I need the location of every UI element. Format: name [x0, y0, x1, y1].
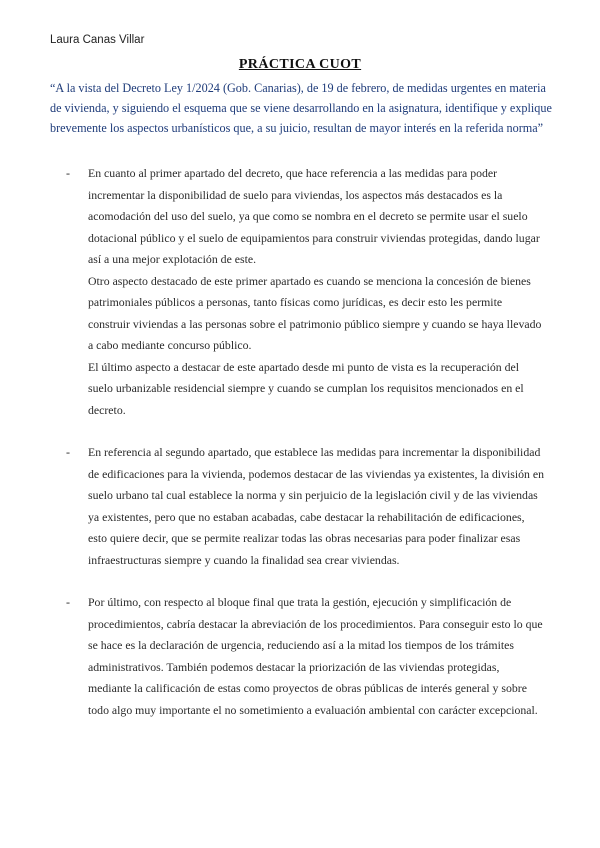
paragraph: En referencia al segundo apartado, que establece las medidas para incrementar la disponibilidad de edificaciones para la vivienda, podemos destacar de las viviendas ya existentes, la división en suelo urbano tal cual establece la norma y sin perjuicio de la legislación civil y de las viviendas ya existentes, pero que no estaban acabadas, cabe destacar la rehabilitación de edificaciones, esto quiere decir, que se permite realizar todas las obras necesarias para poder finalizar esas infraestructuras siempre y cuando la finalidad sea crear viviendas. — [88, 445, 544, 567]
bullet-dash: - — [66, 166, 70, 180]
bullet-dash: - — [66, 445, 70, 459]
author-name: Laura Canas Villar — [50, 34, 145, 46]
list-item — [0, 592, 600, 721]
answer-list — [0, 163, 600, 721]
list-item — [0, 442, 600, 571]
bullet-dash: - — [66, 595, 70, 609]
paragraph: Por último, con respecto al bloque final que trata la gestión, ejecución y simplificación de procedimientos, cabría destacar la abreviación de los procedimientos. Para conseguir esto lo que se hace es la declaración de urgencia, reduciendo así a la mitad los tiempos de los trámites administrativos. También podemos destacar la priorización de las viviendas protegidas, mediante la calificación de estas como proyectos de obras públicas de interés general y sobre todo algo muy importante el no sometimiento a evaluación ambiental con carácter excepcional. — [88, 595, 543, 717]
paragraph: El último aspecto a destacar de este apartado desde mi punto de vista es la recuperación del suelo urbanizable residencial siempre y cuando se cumplan los requisitos mencionados en el decreto. — [88, 359, 524, 417]
paragraph: En cuanto al primer apartado del decreto, que hace referencia a las medidas para poder incrementar la disponibilidad de suelo para viviendas, los aspectos más destacados es la acomodación del uso del suelo, ya que como se nombra en el decreto se permite usar el suelo dotacional público y el suelo de equipamientos para construir viviendas protegidas, dando lugar así a una mejor explotación de este. — [88, 166, 540, 266]
paragraph: Otro aspecto destacado de este primer apartado es cuando se menciona la concesión de bienes patrimoniales públicos a personas, tanto físicas como jurídicas, es decir esto les permite construir viviendas a las personas sobre el patrimonio público siempre y cuando se haya llevado a cabo mediante concurso público. — [88, 273, 542, 352]
document-title: PRÁCTICA CUOT — [238, 57, 362, 72]
list-item — [0, 163, 600, 421]
assignment-prompt: “A la vista del Decreto Ley 1/2024 (Gob. Canarias), de 19 de febrero, de medidas urgentes en materia de vivienda, y siguiendo el esquema que se viene desarrollando en la asignatura, identifique y explique brevemente los aspectos urbanísticos que, a su juicio, resultan de mayor interés en la referida norma” — [50, 81, 552, 135]
